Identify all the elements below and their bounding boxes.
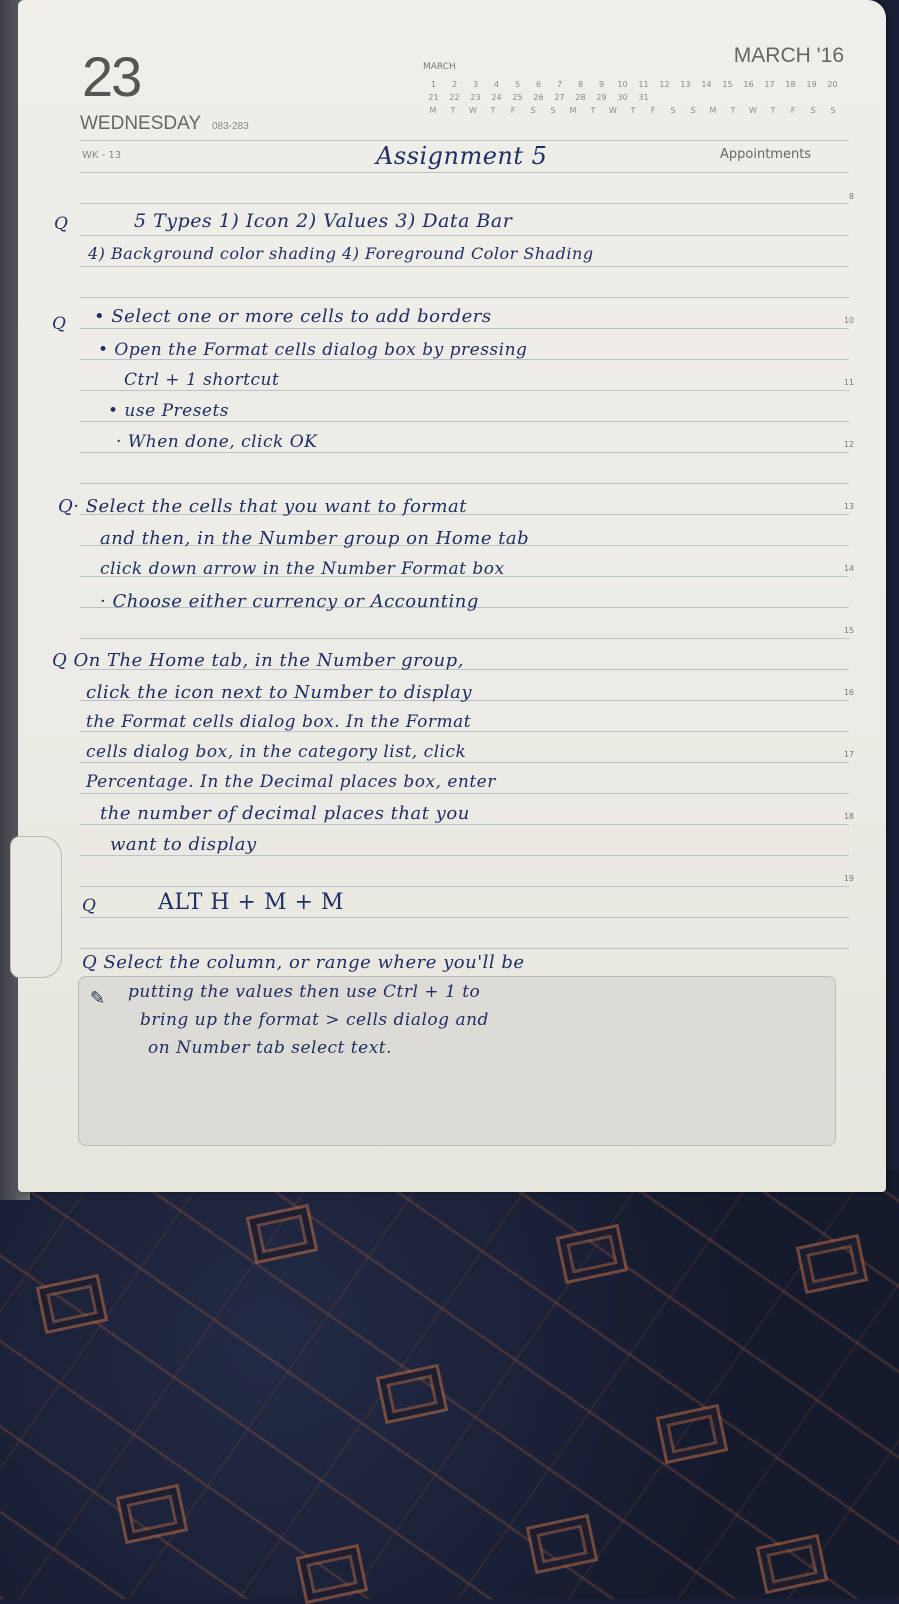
week-label: WK - 13 <box>82 150 122 161</box>
ruled-line <box>80 793 849 794</box>
calendar-cell: T <box>770 106 776 115</box>
ruled-line <box>80 762 849 763</box>
q4-line: click the icon next to Number to display <box>86 682 473 703</box>
fabric-motif <box>296 1544 369 1604</box>
fabric-motif <box>756 1534 829 1594</box>
q4-line: cells dialog box, in the category list, click <box>86 742 467 762</box>
calendar-row-1 <box>423 80 843 93</box>
calendar-cell: W <box>469 106 477 115</box>
ruled-line <box>80 917 849 918</box>
fabric-motif <box>376 1364 449 1424</box>
q4-line: the Format cells dialog box. In the Format <box>86 712 472 732</box>
hour-marker: 14 <box>843 564 854 573</box>
q4-line: Percentage. In the Decimal places box, enter <box>86 772 496 792</box>
weekday-text: WEDNESDAY <box>80 113 201 134</box>
hour-marker: 15 <box>843 626 854 635</box>
calendar-cell: 15 <box>722 80 733 89</box>
calendar-cell: 12 <box>659 80 670 89</box>
q2-line: • Open the Format cells dialog box by pressing <box>98 340 528 360</box>
ruled-line <box>80 638 849 639</box>
calendar-cell: T <box>630 106 636 115</box>
fabric-background <box>0 1170 899 1599</box>
calendar-cell: 2 <box>451 80 458 89</box>
ruled-line <box>80 172 849 173</box>
calendar-cell: 11 <box>638 80 649 89</box>
question-marker: Q <box>52 314 66 334</box>
ruled-line <box>80 140 849 141</box>
mini-calendar-month: MARCH <box>423 62 456 72</box>
hour-marker: 12 <box>843 440 854 449</box>
q3-line: and then, in the Number group on Home tab <box>100 528 530 549</box>
calendar-cell: 7 <box>556 80 563 89</box>
calendar-cell: 4 <box>493 80 500 89</box>
calendar-row-2 <box>423 93 843 106</box>
calendar-cell: S <box>810 106 816 115</box>
q6-line: on Number tab select text. <box>148 1038 393 1058</box>
calendar-cell: 5 <box>514 80 521 89</box>
q2-line: • Select one or more cells to add borders <box>94 306 492 327</box>
ruled-line <box>80 452 849 453</box>
ruled-line <box>80 390 849 391</box>
hour-marker: 18 <box>843 812 854 821</box>
hour-marker: 13 <box>843 502 854 511</box>
ruled-line <box>80 948 849 949</box>
calendar-cell: 25 <box>512 93 523 102</box>
calendar-cell: 27 <box>554 93 565 102</box>
ruled-line <box>80 328 849 329</box>
calendar-cell: W <box>749 106 757 115</box>
calendar-cell: W <box>609 106 617 115</box>
calendar-cell: 1 <box>430 80 437 89</box>
appointments-label: Appointments <box>720 147 812 162</box>
calendar-cell: M <box>569 106 577 115</box>
ruled-line <box>80 235 849 236</box>
calendar-cell: F <box>510 106 516 115</box>
calendar-cell: 3 <box>472 80 479 89</box>
fabric-motif <box>556 1224 629 1284</box>
fabric-motif <box>796 1234 869 1294</box>
q2-line: · When done, click OK <box>116 432 318 452</box>
hour-marker: 11 <box>843 378 854 387</box>
calendar-cell: 14 <box>701 80 712 89</box>
q3-line: Q· Select the cells that you want to format <box>58 496 467 517</box>
ruled-line <box>80 886 849 887</box>
calendar-cell: M <box>709 106 717 115</box>
ruled-line <box>80 297 849 298</box>
q6-line: Q Select the column, or range where you'll be <box>82 952 525 973</box>
q4-line: want to display <box>110 834 257 855</box>
calendar-cell: T <box>490 106 496 115</box>
fabric-motif <box>246 1204 319 1264</box>
hour-marker: 8 <box>848 192 854 201</box>
date-number: 23 <box>82 45 141 108</box>
q4-line: Q On The Home tab, in the Number group, <box>52 650 464 671</box>
calendar-cell: S <box>690 106 696 115</box>
q1-line: 4) Background color shading 4) Foreground Color Shading <box>88 244 594 263</box>
calendar-cell: 17 <box>764 80 775 89</box>
calendar-cell: S <box>830 106 836 115</box>
calendar-cell: 6 <box>535 80 542 89</box>
assignment-title: Assignment 5 <box>376 142 548 170</box>
calendar-cell: 24 <box>491 93 502 102</box>
calendar-cell: 9 <box>598 80 605 89</box>
fabric-motif <box>526 1514 599 1574</box>
calendar-cell: 26 <box>533 93 544 102</box>
calendar-cell: F <box>790 106 796 115</box>
weekday-label <box>80 113 249 135</box>
fabric-motif <box>36 1274 109 1334</box>
calendar-cell: 19 <box>806 80 817 89</box>
q2-line: Ctrl + 1 shortcut <box>124 370 280 390</box>
calendar-cell: S <box>670 106 676 115</box>
hour-marker: 19 <box>843 874 854 883</box>
calendar-cell: F <box>650 106 656 115</box>
q2-line: • use Presets <box>108 401 230 421</box>
month-year: MARCH '16 <box>733 44 844 67</box>
calendar-cell: T <box>730 106 736 115</box>
mini-calendar <box>423 80 843 119</box>
calendar-cell: T <box>450 106 456 115</box>
fabric-motif <box>656 1404 729 1464</box>
q3-line: click down arrow in the Number Format box <box>100 559 505 579</box>
question-marker: Q <box>82 896 96 916</box>
calendar-cell: 8 <box>577 80 584 89</box>
ruled-line <box>80 824 849 825</box>
calendar-cell: M <box>429 106 437 115</box>
q3-line: · Choose either currency or Accounting <box>100 591 479 612</box>
calendar-cell: S <box>530 106 536 115</box>
calendar-cell: 29 <box>596 93 607 102</box>
q5-shortcut: ALT H + M + M <box>158 890 344 915</box>
calendar-cell: 30 <box>617 93 628 102</box>
calendar-weekday-row <box>423 106 843 119</box>
calendar-cell: 31 <box>638 93 649 102</box>
calendar-cell: 16 <box>743 80 754 89</box>
ruled-line <box>80 421 849 422</box>
q6-line: bring up the format > cells dialog and <box>140 1010 489 1030</box>
q1-line: 5 Types 1) Icon 2) Values 3) Data Bar <box>134 210 513 232</box>
calendar-cell: 22 <box>449 93 460 102</box>
hour-marker: 16 <box>843 688 854 697</box>
hour-marker: 10 <box>843 316 854 325</box>
calendar-cell: 18 <box>785 80 796 89</box>
q4-line: the number of decimal places that you <box>100 803 470 824</box>
fabric-motif <box>116 1484 189 1544</box>
calendar-cell: S <box>550 106 556 115</box>
calendar-cell: 13 <box>680 80 691 89</box>
page-tab-clip <box>10 836 62 978</box>
ruled-line <box>80 203 849 204</box>
day-code: 083-283 <box>212 121 249 132</box>
calendar-cell: 10 <box>617 80 628 89</box>
ruled-line <box>80 266 849 267</box>
pencil-icon: ✎ <box>90 988 106 1009</box>
question-marker: Q <box>54 214 68 234</box>
calendar-cell: T <box>590 106 596 115</box>
calendar-cell: 23 <box>470 93 481 102</box>
calendar-cell: 21 <box>428 93 439 102</box>
ruled-line <box>80 855 849 856</box>
hour-marker: 17 <box>843 750 854 759</box>
ruled-line <box>80 483 849 484</box>
calendar-cell: 28 <box>575 93 586 102</box>
q6-line: putting the values then use Ctrl + 1 to <box>128 982 481 1002</box>
calendar-cell: 20 <box>827 80 838 89</box>
